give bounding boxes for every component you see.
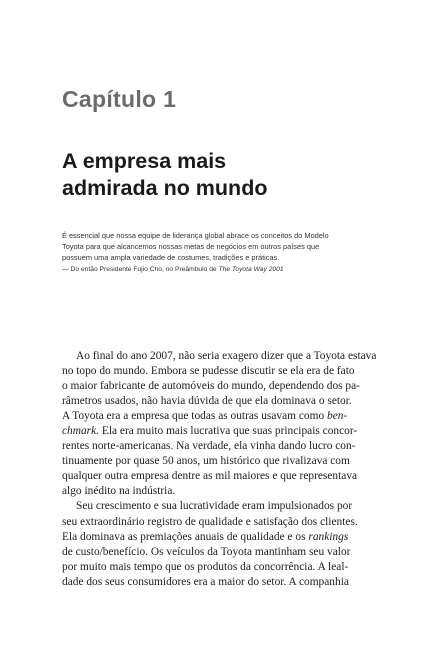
body-line [62, 424, 380, 439]
body-line: qualquer outra empresa dentre as mil maiores e que representava [62, 470, 358, 483]
epigraph-line: Toyota para que alcancemos nossas metas de negócios em outros países que [62, 242, 320, 252]
italic-term-rankings: rankings [308, 530, 349, 543]
epigraph-line: É essencial que nossa equipe de liderança global abrace os conceitos do Modelo [62, 231, 329, 240]
body-line: por muito mais tempo que os produtos da concorrência. A leal- [62, 560, 349, 573]
attribution-prefix: — Do então Presidente Fujio Cho, no Preâmbulo de [62, 265, 219, 273]
body-text [62, 349, 380, 590]
body-line: Ao final do ano 2007, não seria exagero dizer que a Toyota estava [76, 350, 377, 362]
body-line: rentes norte-americanas. Na verdade, ela vinha dando lucro con- [62, 440, 356, 453]
chapter-label: Capítulo 1 [62, 86, 177, 112]
body-line [62, 530, 380, 545]
italic-term-benchmark-cont: chmark [62, 425, 97, 438]
italic-term-benchmark: ben- [327, 410, 348, 423]
epigraph [62, 230, 392, 275]
body-line: o maior fabricante de automóveis do mundo, dependendo dos pa- [62, 380, 360, 393]
body-line: seu extraordinário registro de qualidade e satisfação dos clientes. [62, 515, 358, 528]
chapter-title-line: admirada no mundo [62, 176, 268, 200]
chapter-title [62, 148, 267, 202]
body-line-part: A Toyota era a empresa que todas as outras usavam como [62, 410, 328, 423]
epigraph-line: possuem uma ampla variedade de costumes, tradições e práticas. [62, 253, 280, 263]
epigraph-attribution [62, 264, 392, 275]
body-line: de custo/benefício. Os veículos da Toyota mantinham seu valor [62, 545, 351, 558]
body-line-part: . Ela era muito mais lucrativa que suas principais concor- [96, 425, 358, 438]
attribution-work: The Toyota Way 2001 [218, 265, 284, 273]
body-line: Seu crescimento e sua lucratividade eram impulsionados por [76, 500, 353, 513]
body-line: no topo do mundo. Embora se pudesse discutir se ela era de fato [62, 365, 355, 378]
chapter-title-line: A empresa mais [62, 149, 227, 173]
body-line: algo inédito na indústria. [62, 485, 176, 498]
body-line [62, 409, 380, 424]
body-line: tinuamente por quase 50 anos, um histórico que rivalizava com [62, 455, 350, 468]
body-line-part: Ela dominava as premiações anuais de qualidade e os [62, 530, 309, 543]
body-line: râmetros usados, não havia dúvida de que ela dominava o setor. [62, 395, 352, 408]
body-line: dade dos seus consumidores era a maior do setor. A companhia [62, 575, 349, 588]
